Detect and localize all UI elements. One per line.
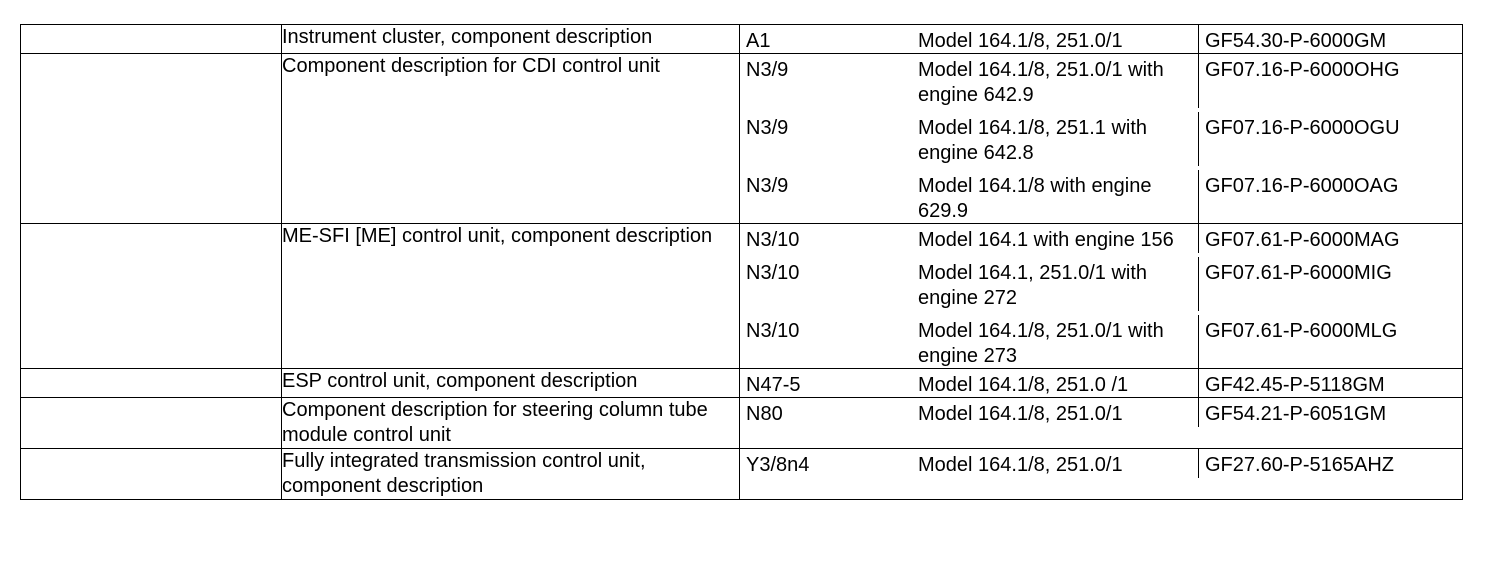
model-applicability: Model 164.1, 251.0/1 with engine 272 [918, 262, 1148, 309]
blank-cell [21, 25, 282, 54]
entries-block [740, 224, 1463, 369]
model-applicability: Model 164.1/8, 251.0/1 with engine 273 [918, 320, 1164, 367]
designation: N3/10 [746, 320, 800, 342]
document-number: GF27.60-P-5165AHZ [1198, 449, 1462, 478]
component-description: ESP control unit, component description [282, 369, 740, 398]
component-reference-table [20, 24, 1463, 500]
blank-cell [21, 54, 282, 224]
designation: N3/10 [746, 229, 800, 251]
component-description: Instrument cluster, component description [282, 25, 740, 54]
model-applicability: Model 164.1/8, 251.0/1 [918, 30, 1123, 52]
model-applicability: Model 164.1/8, 251.0/1 [918, 454, 1123, 476]
designation: N3/10 [746, 262, 800, 284]
table-row [21, 25, 1463, 54]
table-row [21, 54, 1463, 224]
document-number: GF54.21-P-6051GM [1198, 398, 1462, 427]
model-applicability: Model 164.1 with engine 156 [918, 229, 1174, 251]
designation: N3/9 [746, 175, 789, 197]
table-row [21, 449, 1463, 500]
model-applicability: Model 164.1/8 with engine 629.9 [918, 175, 1152, 222]
blank-cell [21, 224, 282, 369]
designation: N80 [746, 403, 783, 425]
entry-row [740, 112, 1462, 166]
document-number: GF07.16-P-6000OAG [1198, 170, 1462, 224]
blank-cell [21, 398, 282, 449]
entry-row [740, 315, 1462, 369]
entries-block [740, 54, 1463, 224]
document-number: GF54.30-P-6000GM [1198, 25, 1462, 54]
document-number: GF07.16-P-6000OGU [1198, 112, 1462, 166]
designation: A1 [746, 30, 771, 52]
model-applicability: Model 164.1/8, 251.0/1 [918, 403, 1123, 425]
entry-row [740, 170, 1462, 224]
table-row [21, 398, 1463, 449]
entry-row [740, 369, 1462, 398]
entry-row [740, 54, 1462, 108]
document-number: GF07.61-P-6000MLG [1198, 315, 1462, 369]
entries-block [740, 25, 1463, 54]
component-description: Component description for CDI control unit [282, 54, 740, 224]
designation: N47-5 [746, 374, 801, 396]
document-number: GF42.45-P-5118GM [1198, 369, 1462, 398]
designation: N3/9 [746, 117, 789, 139]
model-applicability: Model 164.1/8, 251.0 /1 [918, 374, 1129, 396]
entries-block [740, 369, 1463, 398]
entries-block [740, 398, 1463, 449]
entries-block [740, 449, 1463, 500]
component-description: Component description for steering column tube module control unit [282, 398, 740, 449]
entry-row [740, 224, 1462, 253]
blank-cell [21, 369, 282, 398]
entry-row [740, 398, 1462, 427]
document-number: GF07.16-P-6000OHG [1198, 54, 1462, 108]
table-body [21, 25, 1463, 500]
document-number: GF07.61-P-6000MAG [1198, 224, 1462, 253]
table-row [21, 224, 1463, 369]
entry-row [740, 25, 1462, 54]
table-row [21, 369, 1463, 398]
component-description: Fully integrated transmission control unit, component description [282, 449, 740, 500]
designation: N3/9 [746, 59, 789, 81]
entry-row [740, 449, 1462, 478]
entry-row [740, 257, 1462, 311]
document-number: GF07.61-P-6000MIG [1198, 257, 1462, 311]
blank-cell [21, 449, 282, 500]
component-description: ME-SFI [ME] control unit, component description [282, 224, 740, 369]
model-applicability: Model 164.1/8, 251.0/1 with engine 642.9 [918, 59, 1164, 106]
designation: Y3/8n4 [746, 454, 810, 476]
model-applicability: Model 164.1/8, 251.1 with engine 642.8 [918, 117, 1148, 164]
